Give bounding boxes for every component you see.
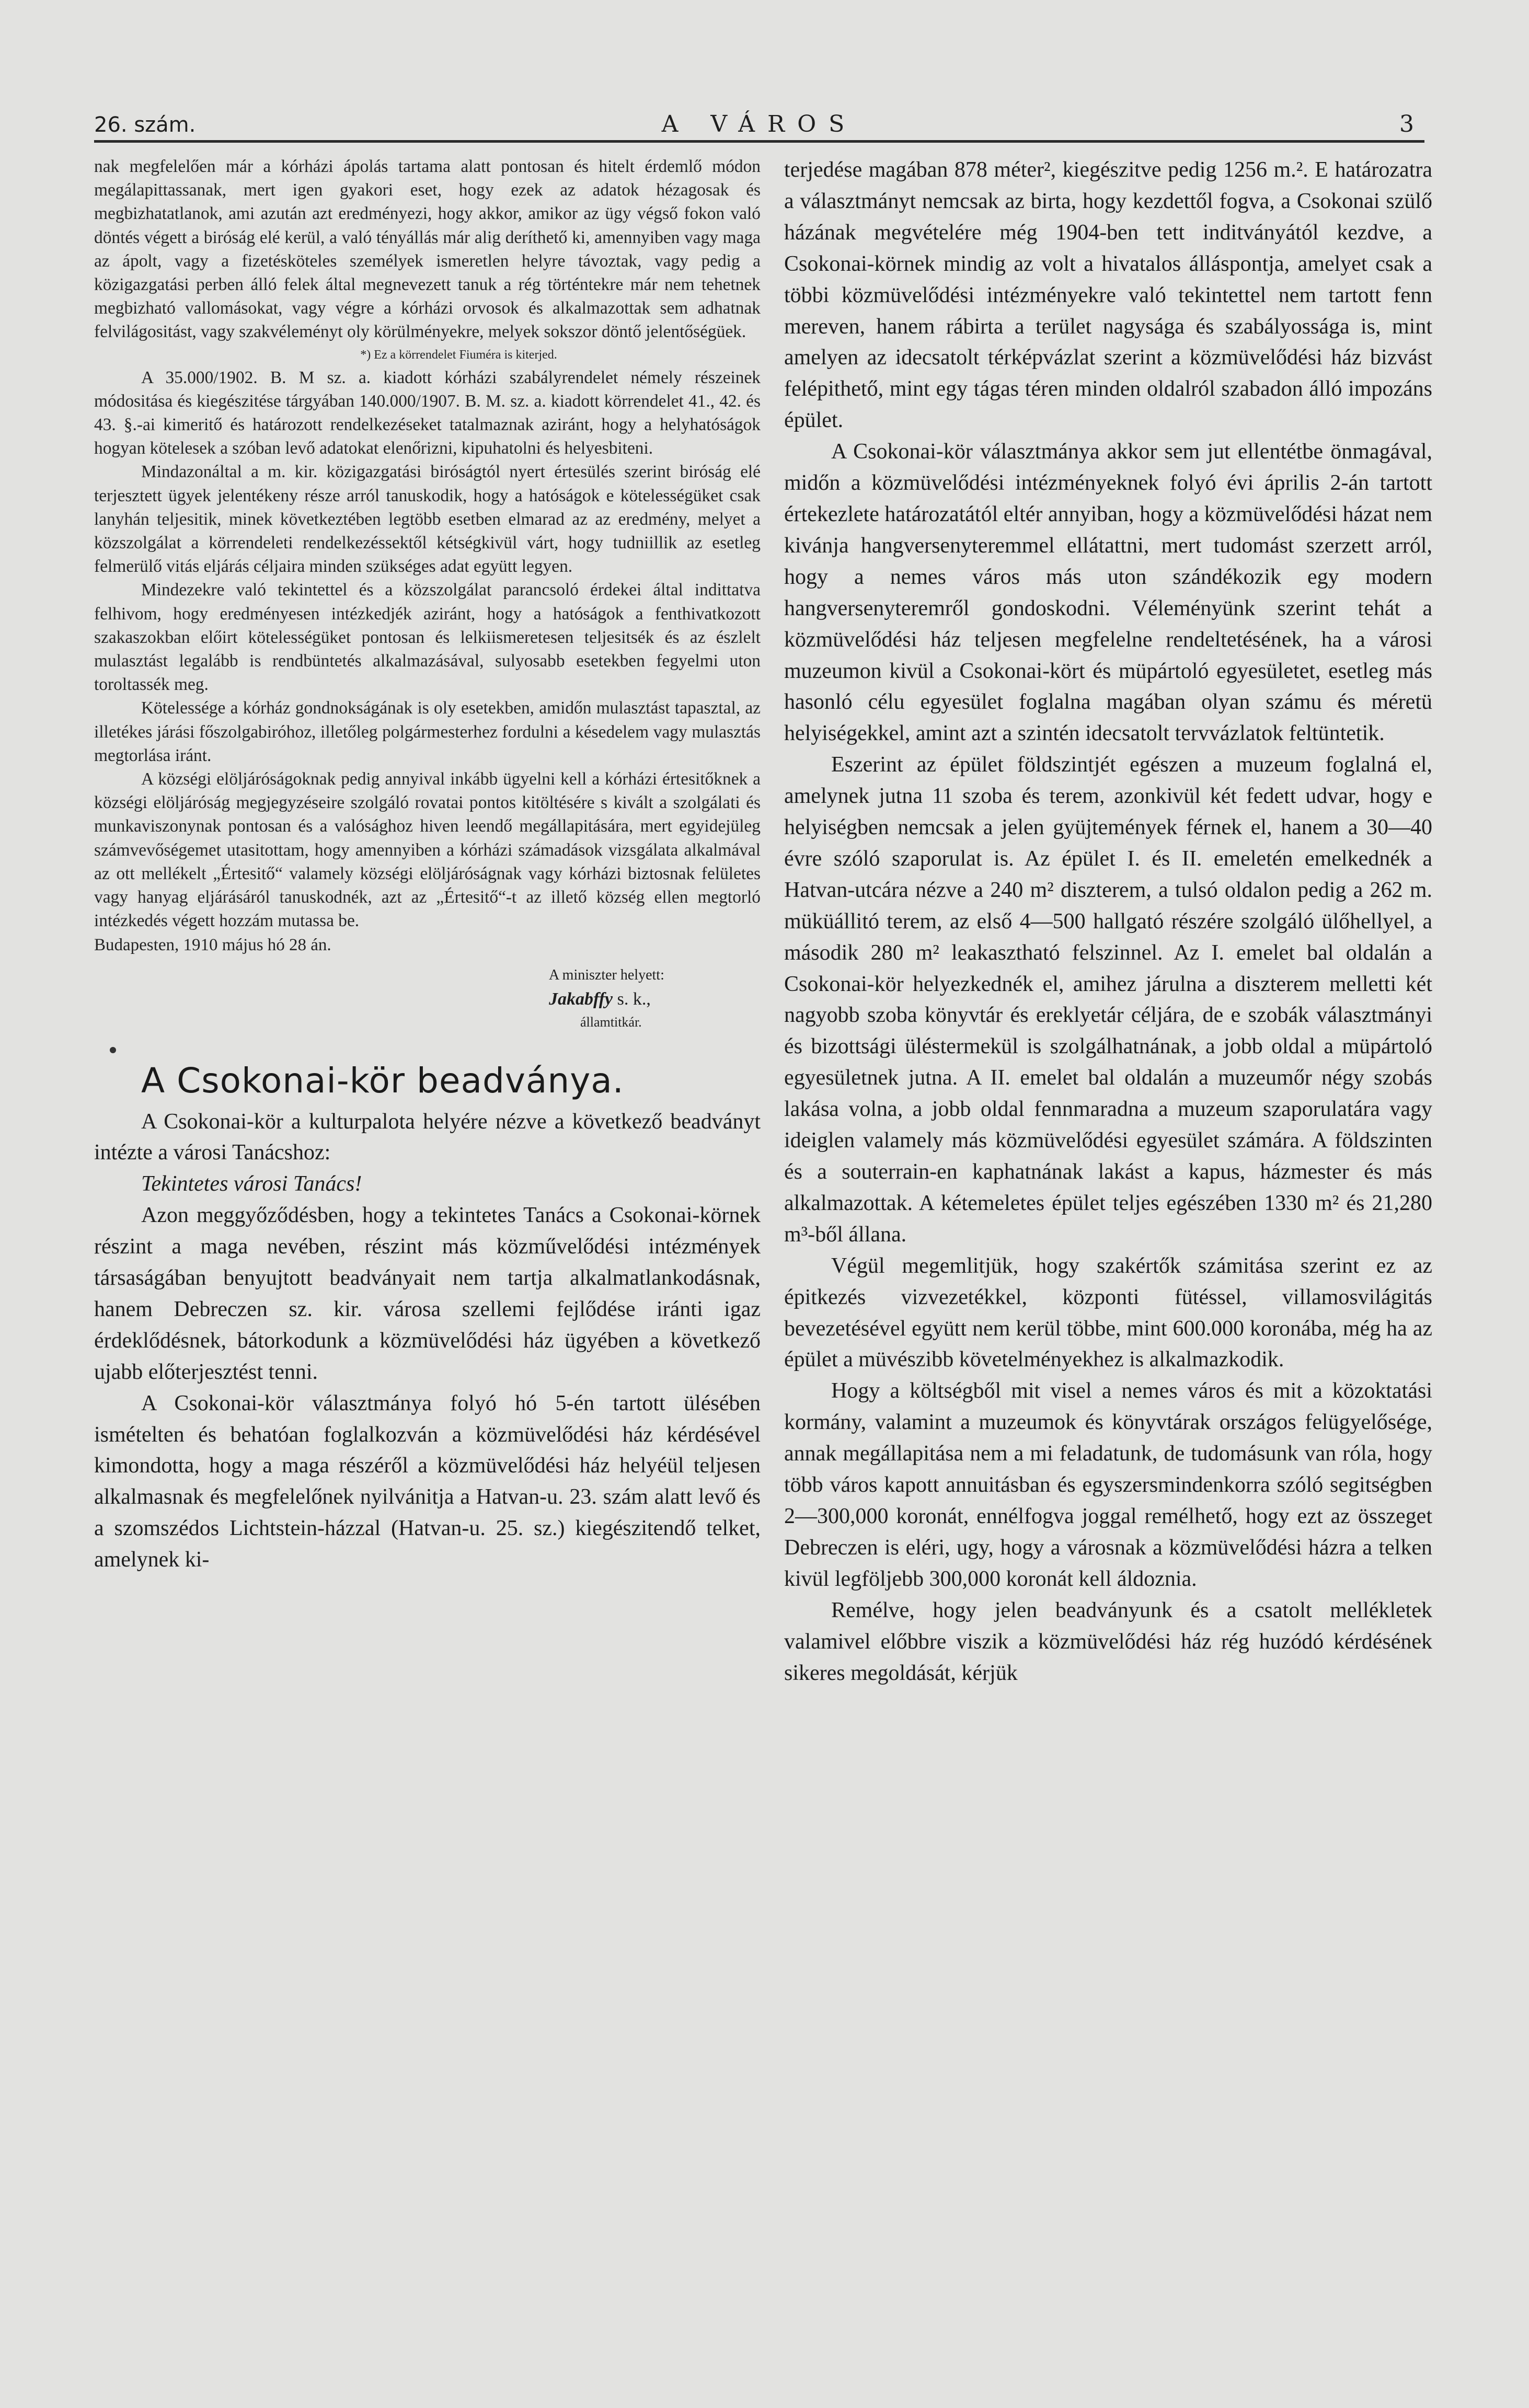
article-paragraph: Azon meggyőződésben, hogy a tekintetes Tanács a Csokonai-körnek részint a maga nevében, részint más közművelődési intézmények társaságában benyujtott beadványait nem tartja alkalmatlankodásnak, hanem Debreczen sz. kir. városa szellemi fejlődése iránti igaz érdeklődésnek, bátorkodunk a közmüvelődési ház ügyében a következő ujabb előterjesztést tenni.	[94, 1203, 761, 1384]
article-headline: A Csokonai-kör beadványa.	[141, 1060, 624, 1101]
decree-paragraph: Mindazonáltal a m. kir. közigazgatási biróságtól nyert értesülés szerint biróság elé terjesztett ügyek jelentékeny része arról tanuskodik, hogy a hatóságok e kötelességüket csak lanyhán teljesitik, minek következtében legtöbb esetben elmarad az az eredmény, melyet a közszolgálat a körrendeleti rendelkezéssektől kétségkivül várt, hogy tudniillik az esetleg felmerülő vitás eljárás céljaira minden szükséges adat együtt legyen.	[94, 462, 761, 577]
article-paragraph: Végül megemlitjük, hogy szakértők számitása szerint ez az épitkezés vizvezetékkel, központi fütéssel, villamosvilágitás bevezetésével együtt nem kerül többe, mint 600.000 koronába, még ha az épület a müvészibb követelményekhez is alkalmazkodik.	[784, 1253, 1432, 1372]
article-body-right	[784, 155, 1432, 1689]
article-paragraph: A Csokonai-kör választmánya akkor sem jut ellentétbe önmagával, midőn a közmüvelődési intézményeknek folyó évi április 2-án tartott értekezlete határozatától eltér annyiban, hogy a közmüvelődési házat nem kivánja hangversenyteremmel ellátattni, mert tudomást szerzett arról, hogy a nemes város más uton szándékozik egy modern hangversenyteremről gondoskodni. Véleményünk szerint tehát a közmüvelődési ház teljesen megfelelne rendeltetésének, ha a városi muzeumon kivül a Csokonai-kört és müpártoló egyesületet, esetleg más hasonló célu egyesület foglalna magában olyan számu és méretü helyiségekkel, amint azt a szintén idecsatolt tervvázlatok feltüntetik.	[784, 440, 1432, 746]
footnote: *) Ez a körrendelet Fiuméra is kiterjed.	[360, 348, 557, 362]
decree-text	[94, 155, 761, 957]
right-column	[784, 155, 1432, 1689]
signature-role: A miniszter helyett:	[549, 966, 664, 983]
signature-block	[94, 964, 761, 1032]
signature-suffix: s. k.,	[613, 989, 651, 1009]
article-paragraph: Remélve, hogy jelen beadványunk és a csatolt mellékletek valamivel előbbre viszik a közmüvelődési ház rég huzódó kérdésének sikeres megoldását, kérjük	[784, 1598, 1432, 1685]
article-body-left	[94, 1107, 761, 1576]
article-paragraph: A Csokonai-kör választmánya folyó hó 5-én tartott ülésében ismételten és behatóan foglalkozván a közmüvelődési ház kérdésével kimondotta, hogy a maga részéről a közmüvelődési ház helyéül teljesen alkalmasnak és megfelelőnek nyilvánitja a Hatvan-u. 23. szám alatt levő és a szomszédos Lichtstein-házzal (Hatvan-u. 25. sz.) kiegészitendő telket, amelynek ki-	[94, 1391, 761, 1572]
newspaper-title: A VÁROS	[661, 111, 857, 137]
signature-title: államtitkár.	[580, 1014, 642, 1030]
decree-paragraph: A községi elöljáróságoknak pedig annyival inkább ügyelni kell a kórházi értesitőknek a községi elöljáróság megjegyzéseire szolgáló rovatai pontos kitöltésére s kivált a szolgálati és munkaviszonynak pontosan és a valósághoz hiven leendő megállapitására, mert egyidejüleg számvevőségemet utasitottam, hogy amennyiben a kórházi számadások vizsgálata alkalmával az ott mellékelt „Értesitő“ valamely községi elöljáróságnak vagy kórházi biztosnak felületes vagy hanyag eljárásáról tanuskodnék, azt az „Értesitő“-t az illető község ellen megtorló intézkedés végett hozzám mutassa be.	[94, 769, 761, 931]
decree-paragraph: nak megfelelően már a kórházi ápolás tartama alatt pontosan és hitelt érdemlő módon megálapittassanak, mert igen gyakori eset, hogy ezek az adatok hézagosak és megbizhatatlanok, ami azután azt eredményezi, hogy akkor, amikor az ügy végső fokon való döntés végett a biróság elé kerül, a való tényállás már alig deríthető ki, amennyiben vagy maga az ápolt, vagy a fizetésköteles személyek ismeretlen helyre távoztak, vagy pedig a közigazgatási perben álló felek által megnevezett tanuk a rég történtekre már nem tehetnek megbizható vallomásokat, vagy végre a kórházi orvosok és alkalmazottak sem adhatnak felvilágositást, vagy szakvéleményt oly körülményekre, melyek sokszor döntő jelentőségüek.	[94, 157, 761, 342]
article-paragraph: Hogy a költségből mit visel a nemes város és mit a közoktatási kormány, valamint a muzeumok és könyvtárak országos felügyelősége, annak megállapitása nem a mi feladatunk, de tudomásunk van róla, hogy több város kapott annuitásban és egyszersmindenkorra szóló segitségben 2—300,000 koronát, ennélfogva joggal remélhető, hogy ezt az összeget Debreczen is eléri, ugy, hogy a városnak a közmüvelődési házra a telken kivül legföljebb 300,000 koronát kell áldoznia.	[784, 1379, 1432, 1591]
decree-paragraph: Kötelessége a kórház gondnokságának is oly esetekben, amidőn mulasztást tapasztal, az illetékes járási főszolgabiróhoz, illetőleg polgármesterhez fordulni a késedelem vagy mulasztás megtorlása iránt.	[94, 698, 761, 765]
signature-name: Jakabffy	[549, 989, 613, 1009]
running-header	[94, 103, 1424, 143]
signature-name-line	[533, 986, 761, 1012]
article-paragraph: Eszerint az épület földszintjét egészen a muzeum foglalná el, amelynek jutna 11 szoba és terem, azonkivül két fedett udvar, hogy e helyiségben nemcsak a jelen gyüjtemények férnek el, hanem a 30—40 évre szóló szaporulat is. Az épület I. és II. emeletén emelkednék a Hatvan-utcára nézve a 240 m² diszterem, a tulsó oldalon pedig a 262 m. müküállitó terem, az első 4—500 hallgató részére szolgáló ülőhellyel, a második 280 m² leakasztható felszinnel. Az I. emelet bal oldalán a Csokonai-kör helyezkednék el, amihez járulna a diszterem melletti két nagyobb szoba könyvtár és ereklyetár céljára, de e szobák választmányi és bizottsági üléstermekül is szolgálhatnának, a jobb oldal a müpártoló egyesületnek jutna. A II. emelet bal oldalán a muzeumőr négy szobás lakása volna, a jobb oldal fennmaradna a muzeum szaporulatára vagy ideiglen valamely más közmüvelődési egyesület számára. A földszinten és a souterrain-en kaphatnának lakást a kapus, házmester és más alkalmazottak. A kétemeletes épület teljes egészében 1330 m² és 21,280 m³-ből állana.	[784, 753, 1432, 1247]
decree-paragraph: A 35.000/1902. B. M sz. a. kiadott kórházi szabályrendelet némely részeinek módositása és kiegészitése tárgyában 140.000/1907. B. M. sz. a. kiadott körrendelet 41., 42. és 43. §.-ai kimeritő és határozott rendelkezéseket tatalmaznak aziránt, hogy a helyhatóságok hogyan kötelesek a szóban levő adatokat elenőrizni, kipuhatolni és helyesbiteni.	[94, 367, 761, 458]
page-number: 3	[1399, 111, 1414, 137]
article-intro: A Csokonai-kör a kulturpalota helyére nézve a következő beadványt intézte a városi Tanácshoz:	[94, 1109, 761, 1165]
article-paragraph: terjedése magában 878 méter², kiegészitve pedig 1256 m.². E határozatra a választmányt nemcsak az birta, hogy kezdettől fogva, a Csokonai szülő házának megvételére még 1904-ben tett inditványától kezdve, a Csokonai-körnek mindig az volt a hivatalos álláspontja, amelyet csak a többi közmüvelődési intézményekre való tekintettel nem tartott fenn mereven, hanem rábirta a terület nagysága és szabályossága is, mint amelyen az idecsatolt térképvázlat szerint a közmüvelődési ház bizvást felépithető, mint egy tágas téren minden oldalról szabadon álló impozáns épület.	[784, 158, 1432, 433]
separator-bullet	[110, 1047, 116, 1053]
article-salutation: Tekintetes városi Tanács!	[141, 1172, 362, 1196]
decree-date: Budapesten, 1910 május hó 28 án.	[94, 935, 331, 954]
issue-number: 26. szám.	[94, 113, 196, 137]
left-column	[94, 155, 761, 1576]
decree-paragraph: Mindezekre való tekintettel és a közszolgálat parancsoló érdekei által indittatva felhivom, hogy eredményesen intézkedjék aziránt, hogy a hatóságok a fenthivatkozott szakaszokban előirt kötelességüket pontosan és lelkiismeretesen teljesitsék és az észlelt mulasztást legalább is rendbüntetés alkalmazásával, sulyosabb esetekben fegyelmi uton toroltassék meg.	[94, 580, 761, 695]
